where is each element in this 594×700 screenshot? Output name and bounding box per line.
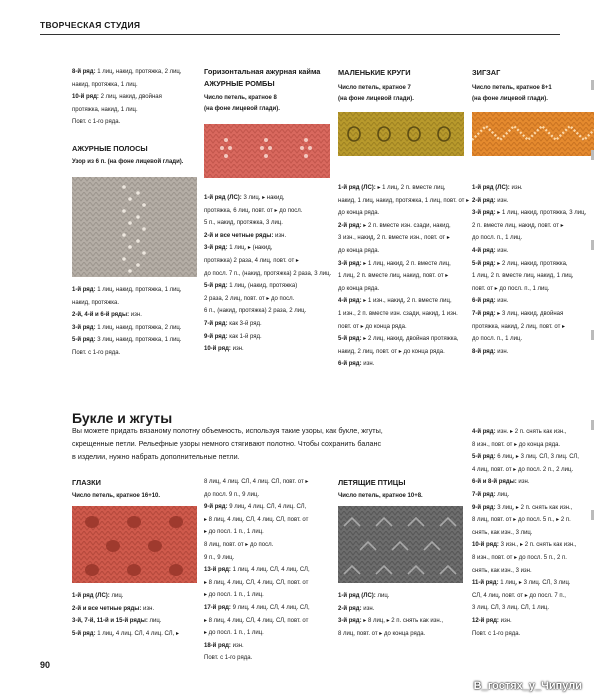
row-label: 18-й ряд: — [204, 642, 231, 649]
row-instruction: протяжка, накид, 1 лиц. — [72, 106, 138, 113]
row-label: 5-й ряд: — [204, 283, 228, 290]
text-line — [472, 502, 579, 515]
malenkie-krugi-title: МАЛЕНЬКИЕ КРУГИ — [338, 68, 411, 77]
row-instruction: изн. — [361, 361, 375, 368]
row-instruction: 8 лиц, повт. от ▸ до конца ряда. — [338, 630, 426, 637]
row-instruction: до посл. п., 1 лиц. — [472, 336, 523, 343]
row-instruction: накид, протяжка. — [72, 299, 120, 306]
row-instruction: накид, протяжка, 1 лиц. — [72, 81, 138, 88]
text-line — [338, 258, 469, 271]
row-instruction: 1 лиц, накид, протяжка, 2 лиц, — [95, 69, 182, 75]
row-instruction: протяжка, накид, 2 лиц, повт. от ▸ — [472, 323, 566, 330]
row-instruction: Повт. с 1-го ряда. — [472, 630, 521, 637]
row-instruction: 8 лиц, 4 лиц. СЛ, 4 лиц. СЛ, повт. от ▸ — [204, 479, 309, 485]
row-label: 8-й ряд: — [472, 348, 496, 355]
text-line — [472, 451, 579, 464]
row-instruction: повт. от ▸ до конца ряда. — [338, 323, 407, 330]
text-line — [472, 539, 579, 552]
row-label: 1-й ряд (ЛС): — [338, 185, 376, 191]
text-line — [204, 318, 331, 331]
row-instruction: изн. — [361, 605, 375, 612]
page-header: ТВОРЧЕСКАЯ СТУДИЯ — [40, 20, 141, 30]
row-instruction: 4 лиц, повт. от ▸ до посл. 2 п., 2 лиц. — [472, 466, 574, 473]
row-label: 3-й, 7-й, 11-й и 15-й ряды: — [72, 618, 148, 625]
row-instruction: СЛ, 4 лиц, повт. от ▸ до посл. 7 п., — [472, 592, 566, 599]
text-line — [338, 346, 469, 359]
swatch-glazki — [72, 506, 197, 583]
row-label: 12-й ряд: — [472, 617, 499, 624]
row-label: 10-й ряд: — [472, 542, 499, 549]
row-instruction: 8 лиц, повт. от ▸ до посл. — [204, 541, 274, 548]
text-line: Вы можете придать вязаному полотну объемность, используя такие узоры, как букле, жгуты, — [72, 426, 383, 435]
row-instruction: как 3-й ряд. — [227, 320, 262, 327]
row-instruction: 8 изн., повт. от ▸ до посл. 5 п., 2 п. — [472, 554, 567, 561]
azhur-polosy-title: АЖУРНЫЕ ПОЛОСЫ — [72, 144, 148, 153]
text-line — [72, 590, 179, 603]
text-line — [204, 476, 310, 489]
row-label: 5-й ряд: — [472, 454, 496, 461]
text-line — [338, 232, 469, 245]
row-label: 2-й ряд: — [472, 197, 496, 204]
text-line — [204, 602, 310, 615]
text-line — [204, 564, 310, 577]
swatch-azhur-romby — [204, 124, 330, 178]
row-label: 13-й ряд: — [204, 567, 231, 574]
text-line: в изделии, нужно набрать дополнительные петли. — [72, 452, 240, 461]
text-line — [204, 514, 310, 527]
text-line — [472, 308, 586, 321]
row-instruction: 1 лиц, (накид, протяжка) — [227, 283, 298, 290]
text-line — [72, 603, 179, 616]
text-line — [472, 464, 579, 477]
row-label: 10-й ряд: — [72, 94, 99, 101]
row-instruction: до конца ряда. — [338, 285, 380, 292]
text-line — [472, 295, 586, 308]
text-line — [338, 207, 469, 220]
azhur-romby-text — [204, 192, 331, 356]
text-line — [338, 220, 469, 233]
row-instruction: 3 изн., ▸ 2 п. снять как изн., — [498, 542, 577, 549]
azhur-polosy-subtitle: Узор из 6 п. (на фоне лицевой глади). — [72, 159, 184, 165]
row-instruction: 1 лиц, накид, протяжка, 2 лиц. — [95, 324, 182, 331]
row-instruction: протяжка) 2 раза, 4 лиц, повт. от ▸ — [204, 257, 299, 264]
text-line — [204, 501, 310, 514]
row-label: 4-й ряд: — [472, 247, 496, 254]
row-instruction: 8 лиц, повт. от ▸ до посл. 5 п., ▸ 2 п. — [472, 517, 571, 524]
row-instruction: 1 изн., 2 п. вместе изн. сзади, накид, 1 изн. — [338, 310, 458, 317]
row-label: 3-й ряд: — [338, 260, 362, 267]
swatch-azhur-polosy-image — [72, 177, 197, 277]
row-instruction: 3 изн., накид, 2 п. вместе изн., повт. от ▸ — [338, 235, 450, 242]
text-line — [204, 640, 310, 653]
text-line — [72, 347, 182, 360]
text-line — [204, 217, 331, 230]
letyashchie-ptitsy-title: ЛЕТЯЩИЕ ПТИЦЫ — [338, 478, 406, 487]
text-line — [72, 284, 182, 297]
row-instruction: лиц. — [109, 593, 124, 599]
swatch-letyashchie-ptitsy-image — [338, 506, 463, 583]
zigzag-text — [472, 182, 586, 358]
row-instruction: до посл. п., 1 лиц. — [472, 235, 523, 242]
text-line — [338, 270, 469, 283]
row-instruction: 1 лиц, 4 лиц. СЛ, 4 лиц. СЛ, — [230, 567, 310, 574]
text-line — [204, 343, 331, 356]
letyashchie-ptitsy-text — [338, 590, 443, 640]
row-label: 17-й ряд: — [204, 604, 231, 611]
row-instruction: 2 раза, 2 лиц, повт. от ▸ до посл. — [204, 295, 295, 302]
text-line — [472, 321, 586, 334]
text-line — [338, 283, 469, 296]
malenkie-krugi-subtitle2: (на фоне лицевой глади). — [338, 96, 414, 102]
row-instruction: ▸ 1 лиц, накид, протяжка, 3 лиц, — [495, 210, 587, 217]
text-line — [72, 322, 182, 335]
azhur-romby-subtitle1: Число петель, кратное 8 — [204, 95, 277, 101]
row-label: 11-й ряд: — [472, 580, 499, 587]
row-instruction: повт. от ▸ до посл. п., 1 лиц. — [472, 285, 550, 292]
row-instruction: изн. ▸ 2 п. снять как изн., — [495, 429, 567, 435]
swatch-glazki-image — [72, 506, 197, 583]
row-instruction: ▸ 3 лиц, накид, двойная — [495, 310, 564, 317]
text-line — [472, 195, 586, 208]
text-line — [204, 293, 331, 306]
malenkie-krugi-text — [338, 182, 469, 371]
zigzag-subtitle2: (на фоне лицевой глади). — [472, 96, 548, 102]
row-instruction: 3 лиц. СЛ, 3 лиц. СЛ, 1 лиц. — [472, 605, 550, 612]
text-line — [472, 514, 579, 527]
header-rule — [40, 34, 560, 35]
text-line — [472, 245, 586, 258]
row-label: 3-й ряд: — [472, 210, 496, 217]
row-instruction: 2 п. вместе лиц, накид, повт. от ▸ — [472, 222, 564, 229]
row-label: 1-й ряд (ЛС): — [72, 593, 110, 599]
text-line — [472, 577, 579, 590]
text-line — [72, 66, 182, 79]
text-line — [72, 309, 182, 322]
row-instruction: Повт. с 1-го ряда. — [72, 119, 121, 126]
row-instruction: ▸ 8 лиц, 4 лиц. СЛ, 4 лиц. СЛ, повт. от — [204, 516, 309, 523]
zigzag-title: ЗИГЗАГ — [472, 68, 501, 77]
row-label: 6-й ряд: — [338, 361, 362, 368]
text-line — [472, 628, 579, 641]
row-instruction: 1 лиц, ▸ (накид, — [227, 245, 273, 252]
row-instruction: изн. — [495, 197, 509, 204]
text-line — [204, 489, 310, 502]
text-line — [472, 489, 579, 502]
row-label: 4-й ряд: — [472, 429, 496, 435]
text-line — [472, 552, 579, 565]
text-line — [472, 182, 586, 195]
text-line — [472, 258, 586, 271]
text-line — [472, 476, 579, 489]
text-line — [338, 628, 443, 641]
row-instruction: 2 лиц, накид, двойная — [98, 94, 162, 101]
text-line — [338, 358, 469, 371]
row-instruction: изн. — [230, 346, 244, 353]
text-line — [204, 652, 310, 665]
row-instruction: до посл. 7 п., (накид, протяжка) 2 раза, 3 лиц. — [204, 270, 332, 277]
row-instruction: снять, как изн., 3 изн. — [472, 567, 532, 574]
glazki-subtitle: Число петель, кратное 16+10. — [72, 493, 161, 499]
row-instruction: до конца ряда. — [338, 210, 380, 217]
row-label: 2-й, 4-й и 6-й ряды: — [72, 312, 130, 319]
row-instruction: ▸ 8 лиц, 4 лиц. СЛ, 4 лиц. СЛ, повт. от — [204, 617, 309, 624]
row-instruction: до посл. 9 п., 9 лиц. — [204, 491, 260, 498]
text-line — [472, 232, 586, 245]
row-instruction: ▸ 8 лиц, 4 лиц. СЛ, 4 лиц. СЛ, повт. от — [204, 579, 309, 586]
azhur-polosy-text — [72, 284, 182, 360]
row-instruction: ▸ 8 лиц, ▸ 2 п. снять как изн., — [361, 618, 444, 625]
text-line — [472, 346, 586, 359]
row-instruction: Повт. с 1-го ряда. — [204, 655, 253, 662]
swatch-letyashchie-ptitsy — [338, 506, 463, 583]
row-instruction: изн. — [498, 617, 512, 624]
page-number: 90 — [40, 660, 51, 670]
row-instruction: изн. — [230, 642, 244, 649]
row-label: 5-й ряд: — [338, 336, 362, 343]
row-label: 2-й ряд: — [338, 222, 362, 229]
row-label: 7-й ряд: — [204, 320, 228, 327]
row-label: 5-й ряд: — [472, 260, 496, 267]
row-label: 2-й и все четные ряды: — [72, 605, 142, 612]
row-instruction: изн. — [141, 605, 155, 612]
row-instruction: 9 лиц, 4 лиц. СЛ, 4 лиц. СЛ, — [227, 504, 307, 511]
text-line — [204, 192, 331, 205]
text-line — [472, 426, 579, 439]
row-label: 2-й и все четные ряды: — [204, 232, 274, 239]
azhur-romby-title2: АЖУРНЫЕ РОМБЫ — [204, 79, 275, 88]
row-instruction: 9 лиц, 4 лиц. СЛ, 4 лиц. СЛ, — [230, 604, 310, 611]
row-instruction: изн. — [495, 247, 509, 254]
row-instruction: ▸ 2 лиц, накид, двойная протяжка, — [361, 336, 459, 343]
row-instruction: ▸ 2 лиц, накид, протяжка, — [495, 260, 568, 267]
text-line — [338, 308, 469, 321]
row-instruction: ▸ 1 изн., накид, 2 п. вместе лиц, — [361, 298, 452, 305]
text-line — [338, 295, 469, 308]
text-line — [204, 205, 331, 218]
text-line — [204, 526, 310, 539]
malenkie-krugi-subtitle1: Число петель, кратное 7 — [338, 85, 411, 91]
row-instruction: 1 лиц, 2 п. вместе лиц, накид, 1 лиц, — [472, 273, 574, 280]
row-instruction: 1 лиц, накид, протяжка, 1 лиц, — [95, 287, 182, 293]
row-instruction: изн. — [509, 185, 523, 191]
text-line — [338, 195, 469, 208]
text-line — [204, 305, 331, 318]
row-label: 2-й ряд: — [338, 605, 362, 612]
text-line — [72, 79, 182, 92]
row-instruction: 1 лиц, ▸ 3 лиц. СЛ, 3 лиц. — [498, 580, 571, 587]
row-instruction: изн. — [273, 232, 287, 239]
text-line — [204, 539, 310, 552]
row-label: 6-й и 8-й ряды: — [472, 479, 517, 486]
row-instruction: изн. — [495, 348, 509, 355]
row-label: 5-й ряд: — [72, 630, 96, 637]
row-label: 9-й ряд: — [472, 504, 496, 511]
text-line — [338, 590, 443, 603]
text-line — [472, 283, 586, 296]
text-line — [204, 589, 310, 602]
row-instruction: до конца ряда. — [338, 247, 380, 254]
row-label: 9-й ряд: — [204, 333, 228, 340]
text-line — [472, 270, 586, 283]
text-line — [72, 615, 179, 628]
row-instruction: изн. — [495, 298, 509, 305]
row-instruction: Повт. с 1-го ряда. — [72, 349, 121, 356]
text-line — [472, 207, 586, 220]
row-instruction: 5 п., накид, протяжка, 3 лиц. — [204, 220, 283, 227]
col4-bottom-text — [472, 426, 579, 640]
row-instruction: 1 лиц, 2 п. вместе лиц, накид, повт. от ▸ — [338, 273, 449, 280]
row-label: 3-й ряд: — [72, 324, 96, 331]
text-line — [338, 603, 443, 616]
text-line — [472, 220, 586, 233]
text-line — [72, 116, 182, 129]
row-instruction: 9 п., 9 лиц. — [204, 554, 235, 561]
text-line — [472, 439, 579, 452]
swatch-azhur-polosy — [72, 177, 197, 277]
text-line — [72, 334, 182, 347]
row-instruction: изн. — [516, 479, 530, 486]
row-instruction: ▸ 1 лиц, накид, 2 п. вместе лиц, — [361, 260, 451, 267]
text-line: скрещенные петли. Рельефные узоры немного стягивают полотно. Чтобы сохранить баланс — [72, 439, 382, 448]
row-label: 10-й ряд: — [204, 346, 231, 353]
row-instruction: накид, 1 лиц, накид, протяжка, 1 лиц, повт. от ▸ — [338, 197, 470, 204]
text-line — [204, 255, 331, 268]
row-instruction: 3 лиц, ▸ 2 п. снять как изн., — [495, 504, 573, 511]
row-instruction: 8 изн., повт. от ▸ до конца ряда. — [472, 441, 561, 448]
text-line — [72, 91, 182, 104]
text-line — [338, 615, 443, 628]
glazki-cont-text — [204, 476, 310, 665]
row-instruction: как 1-й ряд. — [227, 333, 262, 340]
row-label: 1-й ряд: — [72, 287, 96, 293]
row-label: 3-й ряд: — [204, 245, 228, 252]
text-line — [472, 333, 586, 346]
text-line — [204, 627, 310, 640]
row-instruction: лиц. — [147, 618, 162, 625]
row-label: 5-й ряд: — [72, 337, 96, 344]
row-instruction: 3 лиц, ▸ накид, — [241, 195, 285, 201]
text-line — [204, 230, 331, 243]
row-label: 1-й ряд (ЛС): — [472, 185, 510, 191]
row-instruction: накид, 2 лиц, повт. от ▸ до конца ряда. — [338, 348, 445, 355]
row-instruction: лиц. — [375, 593, 390, 599]
swatch-malenkie-krugi — [338, 112, 464, 156]
row-label: 7-й ряд: — [472, 491, 496, 498]
text-line — [472, 527, 579, 540]
text-line — [204, 242, 331, 255]
row-label: 4-й ряд: — [338, 298, 362, 305]
text-line — [472, 615, 579, 628]
row-instruction: протяжка, 6 лиц, повт. от ▸ до посл. — [204, 207, 303, 214]
row-instruction: ▸ до посл. 1 п., 1 лиц. — [204, 630, 264, 637]
glazki-text — [72, 590, 179, 640]
text-line — [204, 331, 331, 344]
text-line — [72, 297, 182, 310]
row-label: 3-й ряд: — [338, 618, 362, 625]
glazki-title: ГЛАЗКИ — [72, 478, 101, 487]
text-line — [338, 245, 469, 258]
row-instruction: 6 п., (накид, протяжка) 2 раза, 2 лиц. — [204, 308, 307, 315]
row-instruction: ▸ 1 лиц, 2 п. вместе лиц, — [375, 185, 446, 191]
text-line — [472, 590, 579, 603]
row-instruction: ▸ до посл. 1 п., 1 лиц. — [204, 529, 264, 536]
swatch-azhur-romby-image — [204, 124, 330, 178]
row-label: 6-й ряд: — [472, 298, 496, 305]
row-instruction: ▸ до посл. 1 п., 1 лиц. — [204, 592, 264, 599]
text-line — [72, 628, 179, 641]
swatch-zigzag-image — [472, 112, 594, 156]
text-line — [338, 321, 469, 334]
row-instruction: лиц. — [495, 491, 510, 498]
text-line — [472, 565, 579, 578]
row-label: 1-й ряд (ЛС): — [204, 195, 242, 201]
swatch-zigzag — [472, 112, 594, 156]
azhur-romby-subtitle2: (на фоне лицевой глади). — [204, 106, 280, 112]
text-line — [204, 280, 331, 293]
row-label: 7-й ряд: — [472, 310, 496, 317]
col1-top-text — [72, 66, 182, 129]
row-instruction: 1 лиц, 4 лиц. СЛ, 4 лиц. СЛ, ▸ — [95, 630, 179, 637]
text-line — [338, 333, 469, 346]
text-line — [204, 552, 310, 565]
text-line — [72, 104, 182, 117]
row-label: 1-й ряд (ЛС): — [338, 593, 376, 599]
row-instruction: 6 лиц, ▸ 3 лиц. СЛ, 3 лиц. СЛ, — [495, 454, 579, 461]
section-intro — [72, 424, 383, 463]
zigzag-subtitle1: Число петель, кратное 8+1 — [472, 85, 552, 91]
text-line — [204, 268, 331, 281]
text-line — [472, 602, 579, 615]
row-instruction: 3 лиц, накид, протяжка, 1 лиц. — [95, 337, 182, 344]
text-line — [204, 615, 310, 628]
text-line — [338, 182, 469, 195]
row-instruction: снять, как изн., 3 лиц. — [472, 529, 533, 536]
row-instruction: изн. — [129, 312, 142, 319]
row-instruction: ▸ 2 п. вместе изн. сзади, накид, — [361, 222, 451, 229]
azhur-romby-title1: Горизонтальная ажурная кайма — [204, 67, 321, 76]
section-title: Букле и жгуты — [72, 410, 173, 426]
swatch-malenkie-krugi-image — [338, 112, 464, 156]
row-label: 8-й ряд: — [72, 69, 96, 75]
watermark: В_гостях_у_Чипули — [473, 680, 582, 692]
letyashchie-ptitsy-subtitle: Число петель, кратное 10+8. — [338, 493, 423, 499]
text-line — [204, 577, 310, 590]
row-label: 9-й ряд: — [204, 504, 228, 511]
